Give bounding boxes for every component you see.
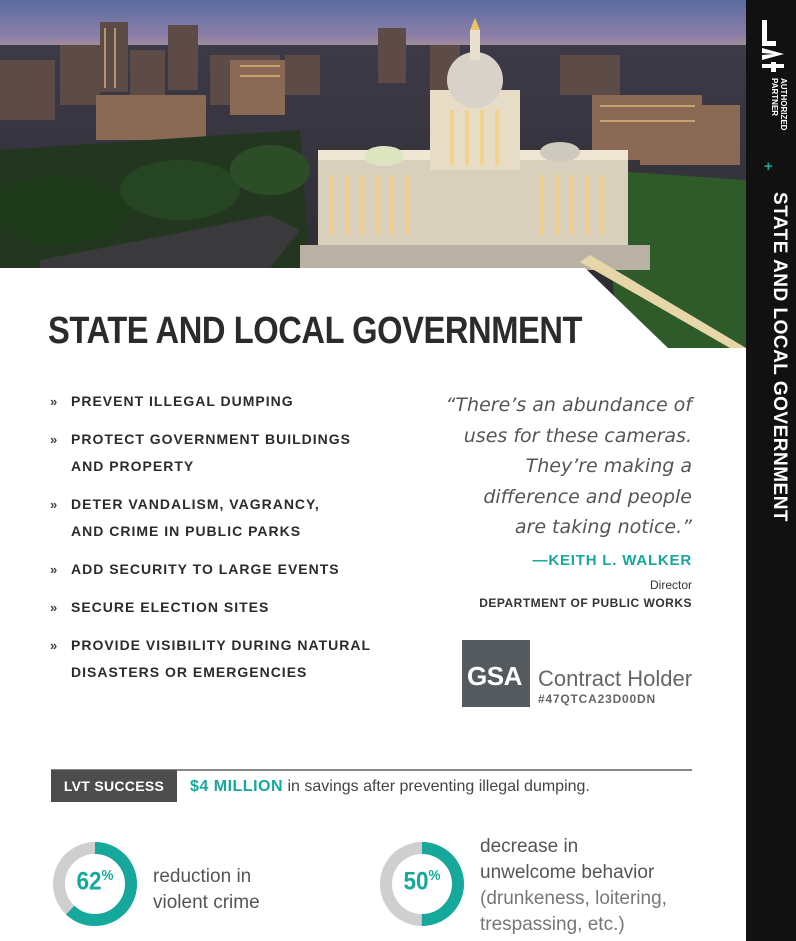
sidebar-vertical-title: STATE AND LOCAL GOVERNMENT <box>769 192 790 523</box>
quote-line: “There’s an abundance of <box>445 394 692 416</box>
stat-line: violent crime <box>153 892 260 913</box>
stat-description <box>480 834 667 938</box>
benefit-text: DETER VANDALISM, VAGRANCY, AND CRIME IN PUBLIC PARKS <box>71 496 320 539</box>
stat-line: decrease in <box>480 836 579 857</box>
gsa-contract-label: Contract Holder <box>538 666 693 691</box>
stat-line: (drunkeness, loitering, <box>480 888 667 909</box>
list-item <box>50 426 361 480</box>
hero-cut-shape <box>0 0 746 348</box>
quote-line: difference and people <box>483 485 692 508</box>
stat-line: trespassing, etc.) <box>480 914 625 935</box>
list-item <box>50 388 430 415</box>
quote-line: uses for these cameras. <box>463 424 692 447</box>
list-item <box>50 491 331 545</box>
chevron-icon: » <box>50 394 59 409</box>
gsa-logo <box>462 640 530 707</box>
list-item <box>50 594 430 621</box>
hero-image <box>0 0 746 348</box>
page-title: STATE AND LOCAL GOVERNMENT <box>48 310 583 352</box>
benefit-text: SECURE ELECTION SITES <box>71 599 270 615</box>
chevron-icon: » <box>50 562 59 577</box>
stat-number: 50 <box>403 867 429 896</box>
quote-line: They’re making a <box>525 455 692 477</box>
list-item <box>50 556 430 583</box>
success-tag <box>51 770 177 802</box>
success-description: in savings after preventing illegal dumping. <box>287 778 590 795</box>
quote-line: are taking notice.” <box>514 516 692 538</box>
stat-line: unwelcome behavior <box>480 862 655 883</box>
benefits-list <box>50 388 430 697</box>
benefit-text: PREVENT ILLEGAL DUMPING <box>71 393 294 409</box>
stat-value <box>383 867 460 896</box>
stat-value <box>56 867 133 896</box>
lvt-logo <box>760 18 786 74</box>
benefit-text: ADD SECURITY TO LARGE EVENTS <box>71 561 340 577</box>
stat-description <box>153 864 260 916</box>
gsa-logo-text: GSA <box>467 661 522 691</box>
benefit-text: PROTECT GOVERNMENT BUILDINGS AND PROPERTY <box>71 431 352 474</box>
chevron-icon: » <box>50 432 59 447</box>
success-amount: $4 MILLION <box>190 778 284 795</box>
authorized-partner-label <box>746 78 796 158</box>
stat-unit: % <box>101 867 114 884</box>
quote-author-organization: DEPARTMENT OF PUBLIC WORKS <box>479 596 692 610</box>
chevron-icon: » <box>50 600 59 615</box>
stat-line: reduction in <box>153 866 252 887</box>
plus-icon: + <box>764 158 773 175</box>
stat-unit: % <box>428 867 441 884</box>
list-item <box>50 632 391 686</box>
success-statement <box>190 778 590 796</box>
benefit-text: PROVIDE VISIBILITY DURING NATURAL DISASTERS OR EMERGENCIES <box>71 637 371 680</box>
chevron-icon: » <box>50 638 59 653</box>
quote-author-role: Director <box>649 578 692 592</box>
success-tag-label: LVT SUCCESS <box>63 778 165 794</box>
quote-author: —KEITH L. WALKER <box>532 552 692 569</box>
stat-number: 62 <box>76 867 102 896</box>
gsa-contract-number: #47QTCA23D00DN <box>538 692 656 706</box>
chevron-icon: » <box>50 497 59 512</box>
partner-text: AUTHORIZED PARTNER <box>770 78 788 131</box>
testimonial-quote <box>440 390 692 543</box>
